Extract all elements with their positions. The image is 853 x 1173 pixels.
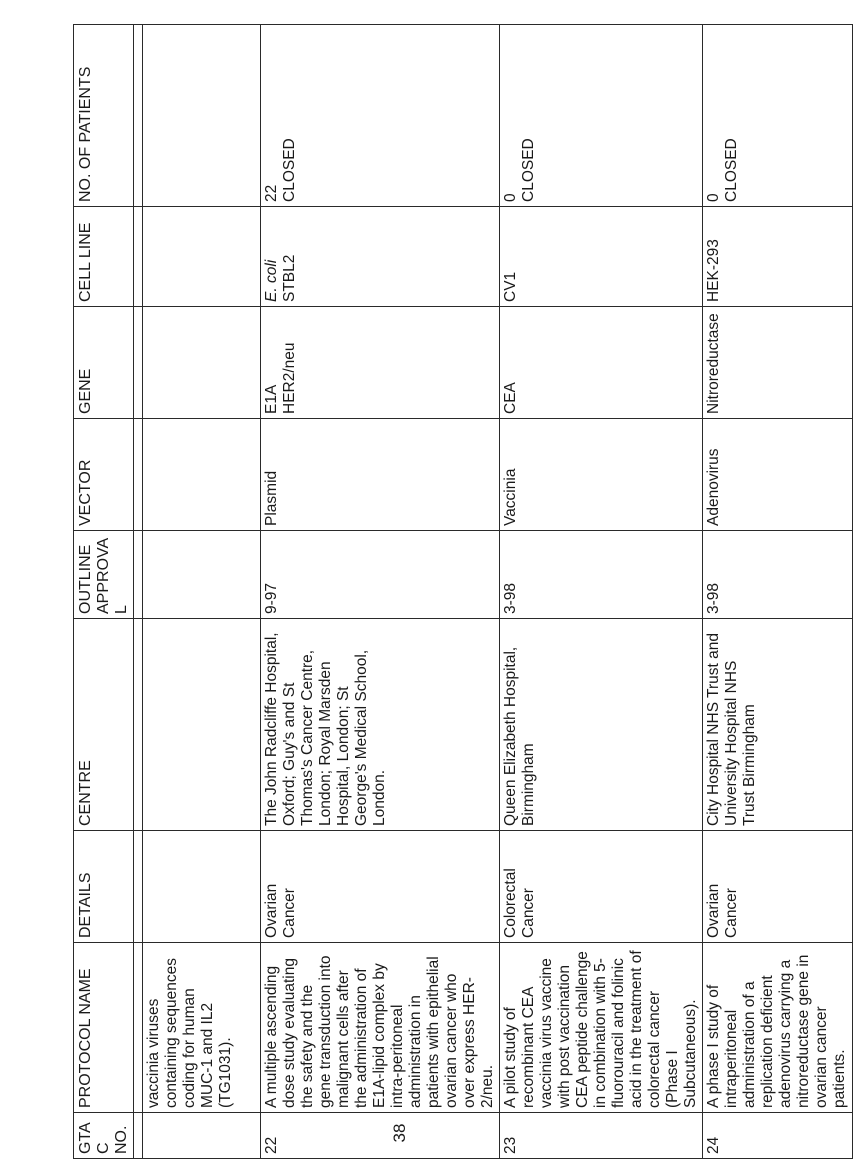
cell-gene: E1A HER2/neu bbox=[261, 307, 500, 419]
patient-count: 22 bbox=[263, 184, 280, 202]
header-centre: CENTRE bbox=[74, 619, 134, 831]
cell-cell-line bbox=[143, 207, 261, 307]
cell-vector: Plasmid bbox=[261, 419, 500, 531]
table-row bbox=[261, 25, 500, 1159]
table-row bbox=[143, 25, 261, 1159]
cell-line-strain: STBL2 bbox=[281, 254, 298, 302]
cell-no-of-patients bbox=[143, 25, 261, 207]
cell-vector: Vaccinia bbox=[500, 419, 703, 531]
cell-gtac-no: 23 bbox=[500, 1113, 703, 1159]
cell-centre: The John Radcliffe Hospital, Oxford; Guy's and St Thomas's Cancer Centre, London; Royal Marsden Hospital, London; St George's Medical School, London. bbox=[261, 619, 500, 831]
cell-outline-approval: 3-98 bbox=[500, 531, 703, 619]
cell-vector: Adenovirus bbox=[703, 419, 853, 531]
gene-therapy-protocol-table-container bbox=[73, 25, 848, 1159]
header-row bbox=[74, 25, 134, 1159]
page-number: 38 bbox=[390, 1123, 409, 1143]
table-row bbox=[500, 25, 703, 1159]
cell-gtac-no: 22 bbox=[261, 1113, 500, 1159]
cell-gtac-no bbox=[143, 1113, 261, 1159]
header-protocol-name: PROTOCOL NAME bbox=[74, 943, 134, 1113]
header-no-of-patients: NO. OF PATIENTS bbox=[74, 25, 134, 207]
cell-line-organism: E. coli bbox=[263, 259, 280, 302]
status-label: CLOSED bbox=[520, 138, 537, 202]
header-outline-approval: OUTLINE APPROVAL bbox=[74, 531, 134, 619]
cell-outline-approval: 3-98 bbox=[703, 531, 853, 619]
cell-protocol-name: A multiple ascending dose study evaluating the safety and the gene transduction into malignant cells after the administration of E1A-lipid complex by intra-peritoneal administration in patients with epithelial ovarian cancer who over express HER-2/neu. bbox=[261, 943, 500, 1113]
gene-therapy-protocol-table bbox=[73, 24, 853, 1159]
cell-details: Ovarian Cancer bbox=[703, 831, 853, 943]
cell-cell-line bbox=[261, 207, 500, 307]
cell-gene: CEA bbox=[500, 307, 703, 419]
cell-protocol-name: A pilot study of recombinant CEA vaccinia virus vaccine with post vaccination CEA peptide challenge in combination with 5-fluorouracil and folinic acid in the treatment of colorectal cancer (Phase I Subcutaneous). bbox=[500, 943, 703, 1113]
cell-details: Colorectal Cancer bbox=[500, 831, 703, 943]
header-gene: GENE bbox=[74, 307, 134, 419]
cell-vector bbox=[143, 419, 261, 531]
cell-centre: Queen Elizabeth Hospital, Birmingham bbox=[500, 619, 703, 831]
header-spacer-row bbox=[134, 25, 143, 1159]
status-label: CLOSED bbox=[281, 138, 298, 202]
cell-protocol-name: vaccinia viruses containing sequences coding for human MUC-1 and IL2 (TG1031). bbox=[143, 943, 261, 1113]
header-vector: VECTOR bbox=[74, 419, 134, 531]
header-cell-line: CELL LINE bbox=[74, 207, 134, 307]
cell-gtac-no: 24 bbox=[703, 1113, 853, 1159]
cell-outline-approval bbox=[143, 531, 261, 619]
header-gtac-no: GTAC NO. bbox=[74, 1113, 134, 1159]
patient-count: 0 bbox=[502, 193, 519, 202]
cell-protocol-name: A phase I study of intraperitoneal administration of a replication deficient adenovirus carrying a nitroreductase gene in ovarian cancer patients. bbox=[703, 943, 853, 1113]
status-label: CLOSED bbox=[723, 138, 740, 202]
cell-centre bbox=[143, 619, 261, 831]
cell-cell-line: CV1 bbox=[500, 207, 703, 307]
patient-count: 0 bbox=[705, 193, 722, 202]
cell-outline-approval: 9-97 bbox=[261, 531, 500, 619]
cell-no-of-patients bbox=[500, 25, 703, 207]
cell-gene bbox=[143, 307, 261, 419]
cell-details: Ovarian Cancer bbox=[261, 831, 500, 943]
cell-gene: Nitroreductase bbox=[703, 307, 853, 419]
cell-no-of-patients bbox=[261, 25, 500, 207]
cell-cell-line: HEK-293 bbox=[703, 207, 853, 307]
table-row bbox=[703, 25, 853, 1159]
header-details: DETAILS bbox=[74, 831, 134, 943]
cell-details bbox=[143, 831, 261, 943]
cell-centre: City Hospital NHS Trust and University Hospital NHS Trust Birmingham bbox=[703, 619, 853, 831]
cell-no-of-patients bbox=[703, 25, 853, 207]
